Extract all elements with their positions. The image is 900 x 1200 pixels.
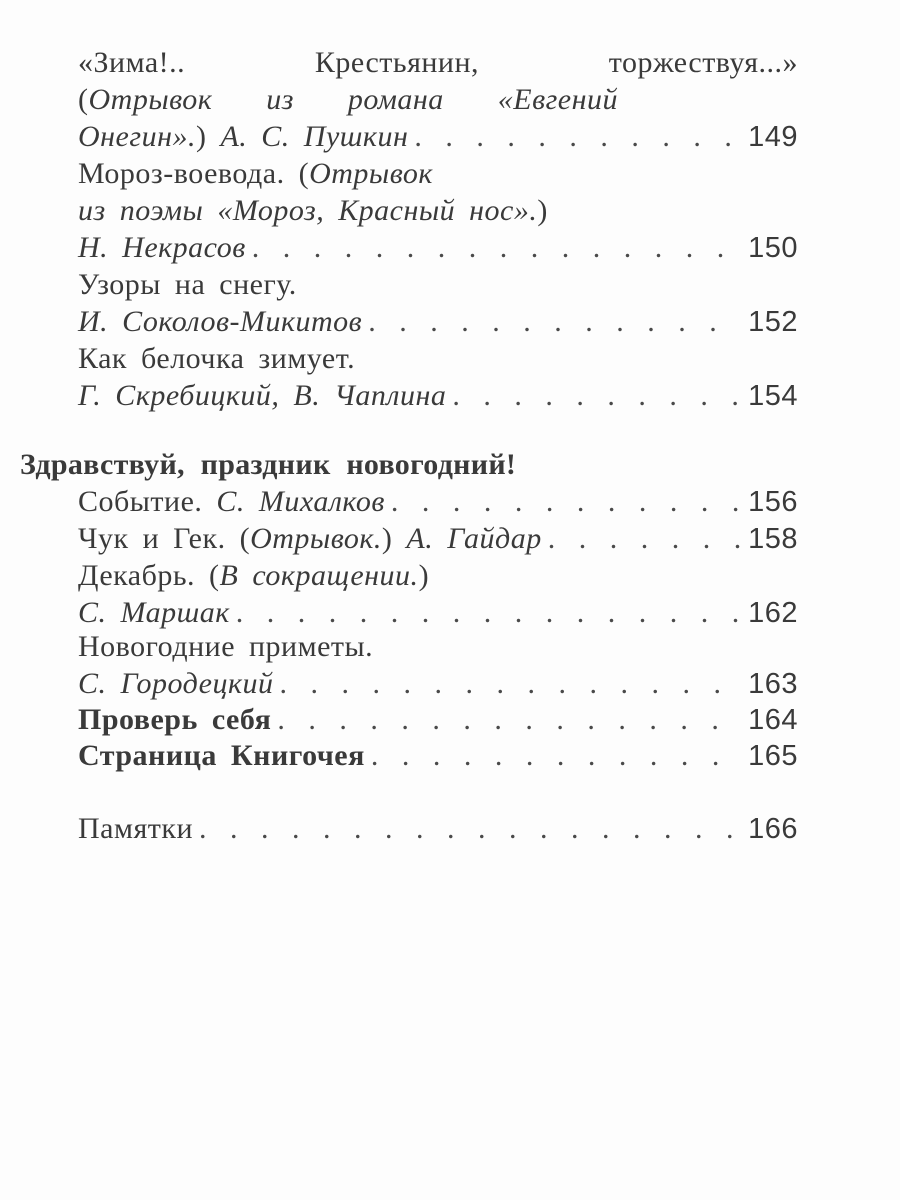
entry-author: А. Гайдар — [406, 522, 542, 555]
entry-title-line: Мороз-воевода. (Отрывок — [78, 157, 433, 190]
entry-leader-line — [78, 701, 798, 738]
entry-title-line: Новогодние приметы. — [78, 630, 374, 663]
page-number: 163 — [748, 668, 798, 700]
toc-entry-zima[interactable] — [78, 44, 798, 155]
entry-title: Событие. — [78, 485, 203, 518]
toc-entry-proverka[interactable] — [78, 701, 798, 738]
entry-leader-line — [78, 810, 798, 847]
entry-subtitle-end: Онегин». — [78, 120, 196, 153]
entry-author: А. С. Пушкин — [220, 120, 409, 153]
entry-author: С. Городецкий — [78, 667, 274, 700]
page-number: 164 — [748, 704, 798, 736]
entry-leader-line — [78, 303, 798, 340]
entry-leader-line: Онегин».) А. С. Пушкин . . . 149 — [78, 118, 798, 155]
page-number: 158 — [748, 523, 798, 555]
entry-leader-line — [78, 229, 798, 266]
entry-title-line: Как белочка зимует. — [78, 342, 356, 375]
entry-author: И. Соколов-Микитов — [78, 305, 363, 338]
entry-leader-line — [78, 594, 798, 631]
page-number: 149 — [748, 121, 798, 153]
toc-entry-pamyatki[interactable] — [78, 810, 798, 847]
page-number: 162 — [748, 597, 798, 629]
leader-dots — [368, 303, 742, 340]
leader-dots — [452, 377, 742, 414]
entry-subtitle-line: из поэмы «Мороз, Красный нос».) — [78, 194, 548, 227]
entry-leader-line — [78, 483, 798, 520]
page-number: 156 — [748, 486, 798, 518]
entry-title-line: «Зима!.. Крестьянин, торжествуя...» — [78, 46, 798, 79]
leader-dots — [236, 594, 742, 631]
toc-entry-chuk-i-gek[interactable] — [78, 520, 798, 557]
leader-dots — [371, 737, 742, 774]
page-number: 150 — [748, 232, 798, 264]
entry-leader-line — [78, 737, 798, 774]
toc-entry-dekabr[interactable] — [78, 557, 798, 631]
toc-entry-knigochei[interactable] — [78, 737, 798, 774]
entry-author: С. Михалков — [216, 485, 385, 518]
page-number: 152 — [748, 306, 798, 338]
leader-dots — [391, 483, 742, 520]
entry-title: Страница Книгочея — [78, 739, 365, 772]
toc-entry-belochka[interactable] — [78, 340, 798, 414]
leader-dots — [414, 118, 742, 155]
entry-title: Памятки — [78, 812, 194, 845]
page-number: 166 — [748, 813, 798, 845]
toc-entry-uzory[interactable] — [78, 266, 798, 340]
entry-leader-line — [78, 377, 798, 414]
entry-title: Проверь себя — [78, 703, 272, 736]
entry-author: Н. Некрасов — [78, 231, 246, 264]
entry-leader-line — [78, 665, 798, 702]
entry-title-line: Узоры на снегу. — [78, 268, 297, 301]
entry-subtitle-line: (Отрывок из романа «Евгений — [78, 83, 618, 116]
toc-entry-sobytie[interactable] — [78, 483, 798, 520]
page-number: 154 — [748, 380, 798, 412]
toc-entry-moroz[interactable] — [78, 155, 798, 266]
entry-title-line: Декабрь. (В сокращении.) — [78, 559, 430, 592]
entry-leader-line: Чук и Гек. (Отрывок.) А. Гайдар . . . 158 — [78, 520, 798, 557]
leader-dots — [280, 665, 743, 702]
leader-dots — [548, 520, 742, 557]
page-number: 165 — [748, 740, 798, 772]
leader-dots — [199, 810, 742, 847]
entry-author: Г. Скребицкий, В. Чаплина — [78, 379, 447, 412]
section-title: Здравствуй, праздник новогодний! — [20, 448, 517, 481]
toc-entry-primety[interactable] — [78, 628, 798, 702]
leader-dots — [277, 701, 742, 738]
entry-author: С. Маршак — [78, 596, 230, 629]
leader-dots — [252, 229, 742, 266]
